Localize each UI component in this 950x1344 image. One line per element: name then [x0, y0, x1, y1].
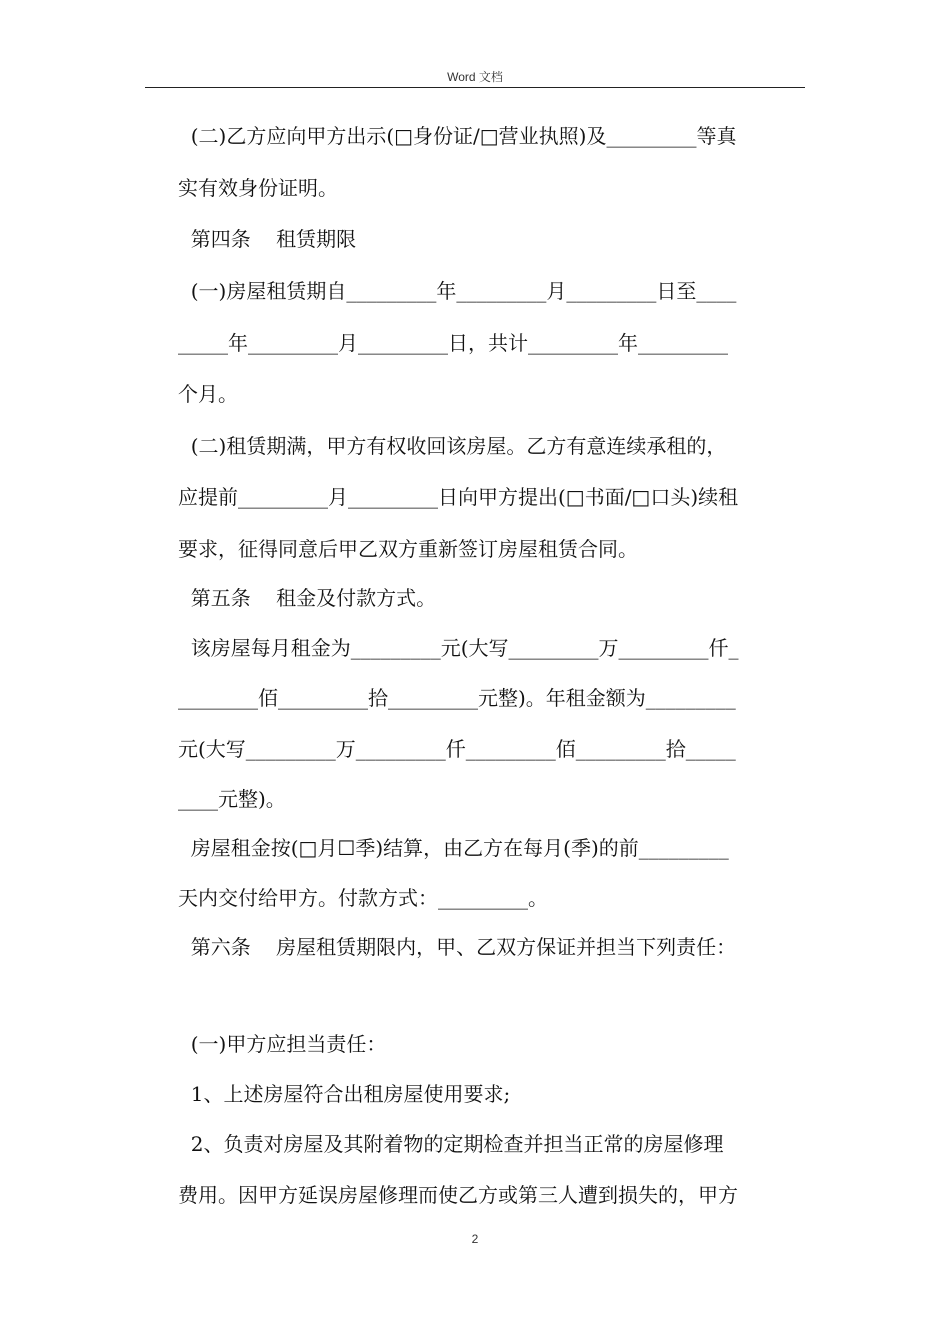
text-line: 该房屋每月租金为_________元(大写_________万_________仟_: [178, 636, 739, 660]
text-line: 1、上述房屋符合出租房屋使用要求;: [178, 1082, 511, 1106]
text-line: (一)房屋租赁期自_________年_________月_________日至____: [178, 279, 737, 303]
text-line: 实有效身份证明。: [178, 176, 338, 200]
text-line: 房屋租金按(□月☐季)结算，由乙方在每月(季)的前_________: [178, 836, 729, 860]
text-line: (二)租赁期满，甲方有权收回该房屋。乙方有意连续承租的，: [178, 434, 727, 458]
text-line: 2、负责对房屋及其附着物的定期检查并担当正常的房屋修理: [178, 1132, 724, 1156]
text-line: 要求，征得同意后甲乙双方重新签订房屋租赁合同。: [178, 537, 638, 561]
text-line: 第五条 租金及付款方式。: [178, 586, 437, 610]
text-line: 天内交付给甲方。付款方式：_________。: [178, 886, 548, 910]
text-line: 元(大写_________万_________仟_________佰_________拾_____: [178, 737, 736, 761]
text-line: 费用。因甲方延误房屋修理而使乙方或第三人遭到损失的，甲方: [178, 1183, 738, 1207]
text-line: ________佰_________拾_________元整)。年租金额为_________: [178, 686, 736, 710]
text-line: 第四条 租赁期限: [178, 227, 357, 251]
text-line: 应提前_________月_________日向甲方提出(□书面/□口头)续租: [178, 485, 739, 509]
header-title: Word 文档: [447, 70, 503, 84]
text-line: 第六条 房屋租赁期限内，甲、乙双方保证并担当下列责任：: [178, 935, 737, 959]
text-line: ____元整)。: [178, 787, 286, 811]
text-line: (一)甲方应担当责任：: [178, 1032, 387, 1056]
text-line: _____年_________月_________日，共计_________年_________: [178, 331, 728, 355]
text-line: 个月。: [178, 382, 238, 406]
page-number: 2: [471, 1232, 479, 1246]
text-line: (二)乙方应向甲方出示(□身份证/□营业执照)及_________等真: [178, 124, 737, 148]
header-rule: [145, 87, 805, 88]
